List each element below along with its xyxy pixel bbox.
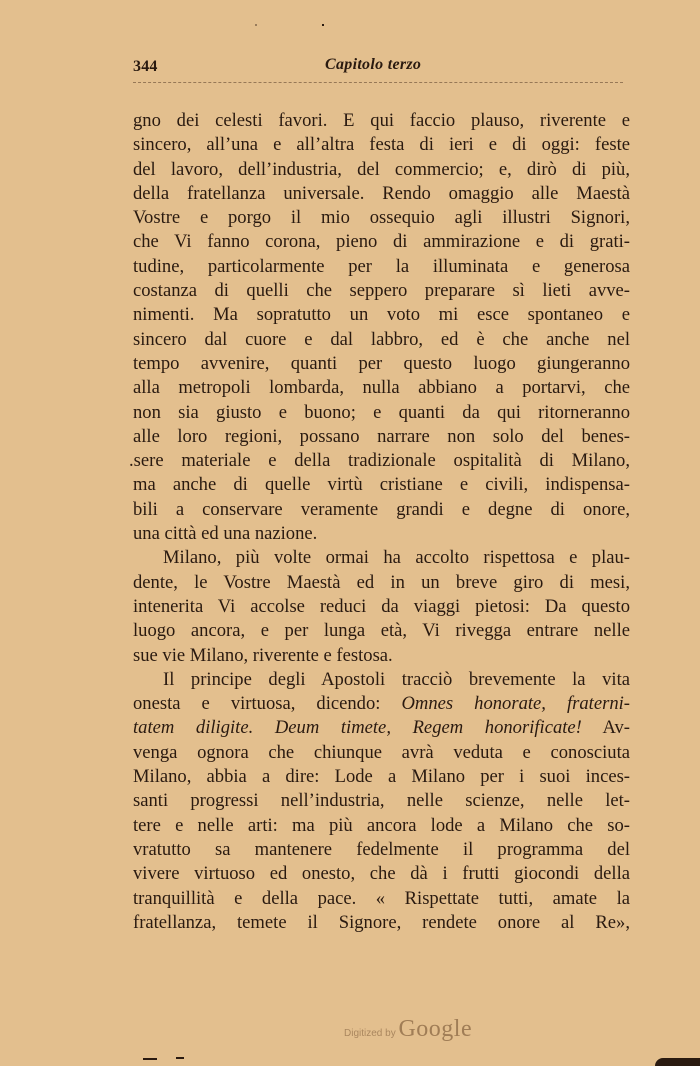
- text-line: alle loro regioni, possano narrare non solo del benes-: [133, 425, 630, 447]
- google-logo: Google: [398, 1016, 473, 1042]
- text-line: vivere virtuoso ed onesto, che dà i frutti giocondi della: [133, 863, 630, 885]
- text-line: costanza di quelli che seppero preparare sì lieti avve-: [133, 280, 630, 302]
- scan-speck: [143, 1058, 157, 1060]
- text-line-with-latin-quote: [133, 692, 630, 716]
- paragraph-end-line: una città ed una nazione.: [133, 523, 318, 545]
- text-line: che Vi fanno corona, pieno di ammirazione e di grati-: [133, 231, 630, 253]
- page-header: [133, 56, 630, 80]
- text-line-with-latin-quote: [133, 716, 630, 740]
- text-line: ma anche di quelle virtù cristiane e civili, indispensa-: [133, 474, 630, 496]
- page-number: 344: [133, 58, 158, 75]
- text-line: tranquillità e della pace. « Rispettate tutti, amate la: [133, 887, 630, 909]
- text-line: del lavoro, dell’industria, del commercio; e, dirò di più,: [133, 158, 630, 180]
- text-line: nimenti. Ma sopratutto un voto mi esce spontaneo e: [133, 304, 630, 326]
- scan-speck: [176, 1057, 184, 1059]
- text-line: Vostre e porgo il mio ossequio agli illustri Signori,: [133, 207, 630, 229]
- text-line: alla metropoli lombarda, nulla abbiano a portarvi, che: [133, 377, 630, 399]
- header-rule: [133, 82, 623, 83]
- scan-speck: [655, 1058, 700, 1066]
- text-line: della fratellanza universale. Rendo omaggio alle Maestà: [133, 182, 630, 204]
- running-title: Capitolo terzo: [325, 56, 422, 73]
- text-line: Milano, abbia a dire: Lode a Milano per i suoi inces-: [133, 766, 630, 788]
- paragraph-end-line: sue vie Milano, riverente e festosa.: [133, 644, 393, 666]
- paragraph-start-line: Milano, più volte ormai ha accolto rispettosa e plau-: [163, 547, 630, 569]
- text-line: non sia giusto e buono; e quanti da qui ritorneranno: [133, 401, 630, 423]
- text-line: tempo avvenire, quanti per questo luogo giungeranno: [133, 352, 630, 374]
- body-text: [129, 109, 630, 935]
- text-line: santi progressi nell’industria, nelle scienze, nelle let-: [133, 790, 630, 812]
- text-line: venga ognora che chiunque avrà veduta e conosciuta: [133, 741, 630, 763]
- text-line: bili a conservare veramente grandi e degne di onore,: [133, 498, 630, 520]
- text-line: sincero, all’una e all’altra festa di ieri e di oggi: feste: [133, 134, 630, 156]
- text-line: fratellanza, temete il Signore, rendete onore al Re»,: [133, 911, 630, 933]
- text-line: .sere materiale e della tradizionale ospitalità di Milano,: [129, 450, 630, 472]
- text-line: vratutto sa mantenere fedelmente il programma del: [133, 838, 630, 860]
- scan-speck: [322, 24, 324, 26]
- text-line: luogo ancora, e per lunga età, Vi rivegga entrare nelle: [133, 620, 630, 642]
- latin-quote: tatem diligite. Deum timete, Regem honorificate!: [133, 717, 582, 739]
- text-segment: onesta e virtuosa, dicendo:: [133, 693, 402, 715]
- text-line: gno dei celesti favori. E qui faccio plauso, riverente e: [133, 110, 630, 131]
- text-line: tudine, particolarmente per la illuminata e generosa: [133, 255, 630, 277]
- text-line: tere e nelle arti: ma più ancora lode a Milano che so-: [133, 814, 630, 836]
- watermark-prefix: Digitized by: [344, 1028, 399, 1039]
- latin-quote: Omnes honorate, fraterni-: [401, 693, 630, 715]
- text-segment: Av-: [581, 717, 630, 739]
- text-line: intenerita Vi accolse reduci da viaggi pietosi: Da questo: [133, 595, 630, 617]
- paragraph-start-line: Il principe degli Apostoli tracciò brevemente la vita: [163, 668, 630, 690]
- text-line: sincero dal cuore e dal labbro, ed è che anche nel: [133, 328, 630, 350]
- digitized-by-google-watermark: [344, 1016, 472, 1043]
- text-line: dente, le Vostre Maestà ed in un breve giro di mesi,: [133, 571, 630, 593]
- scan-speck: [255, 24, 257, 26]
